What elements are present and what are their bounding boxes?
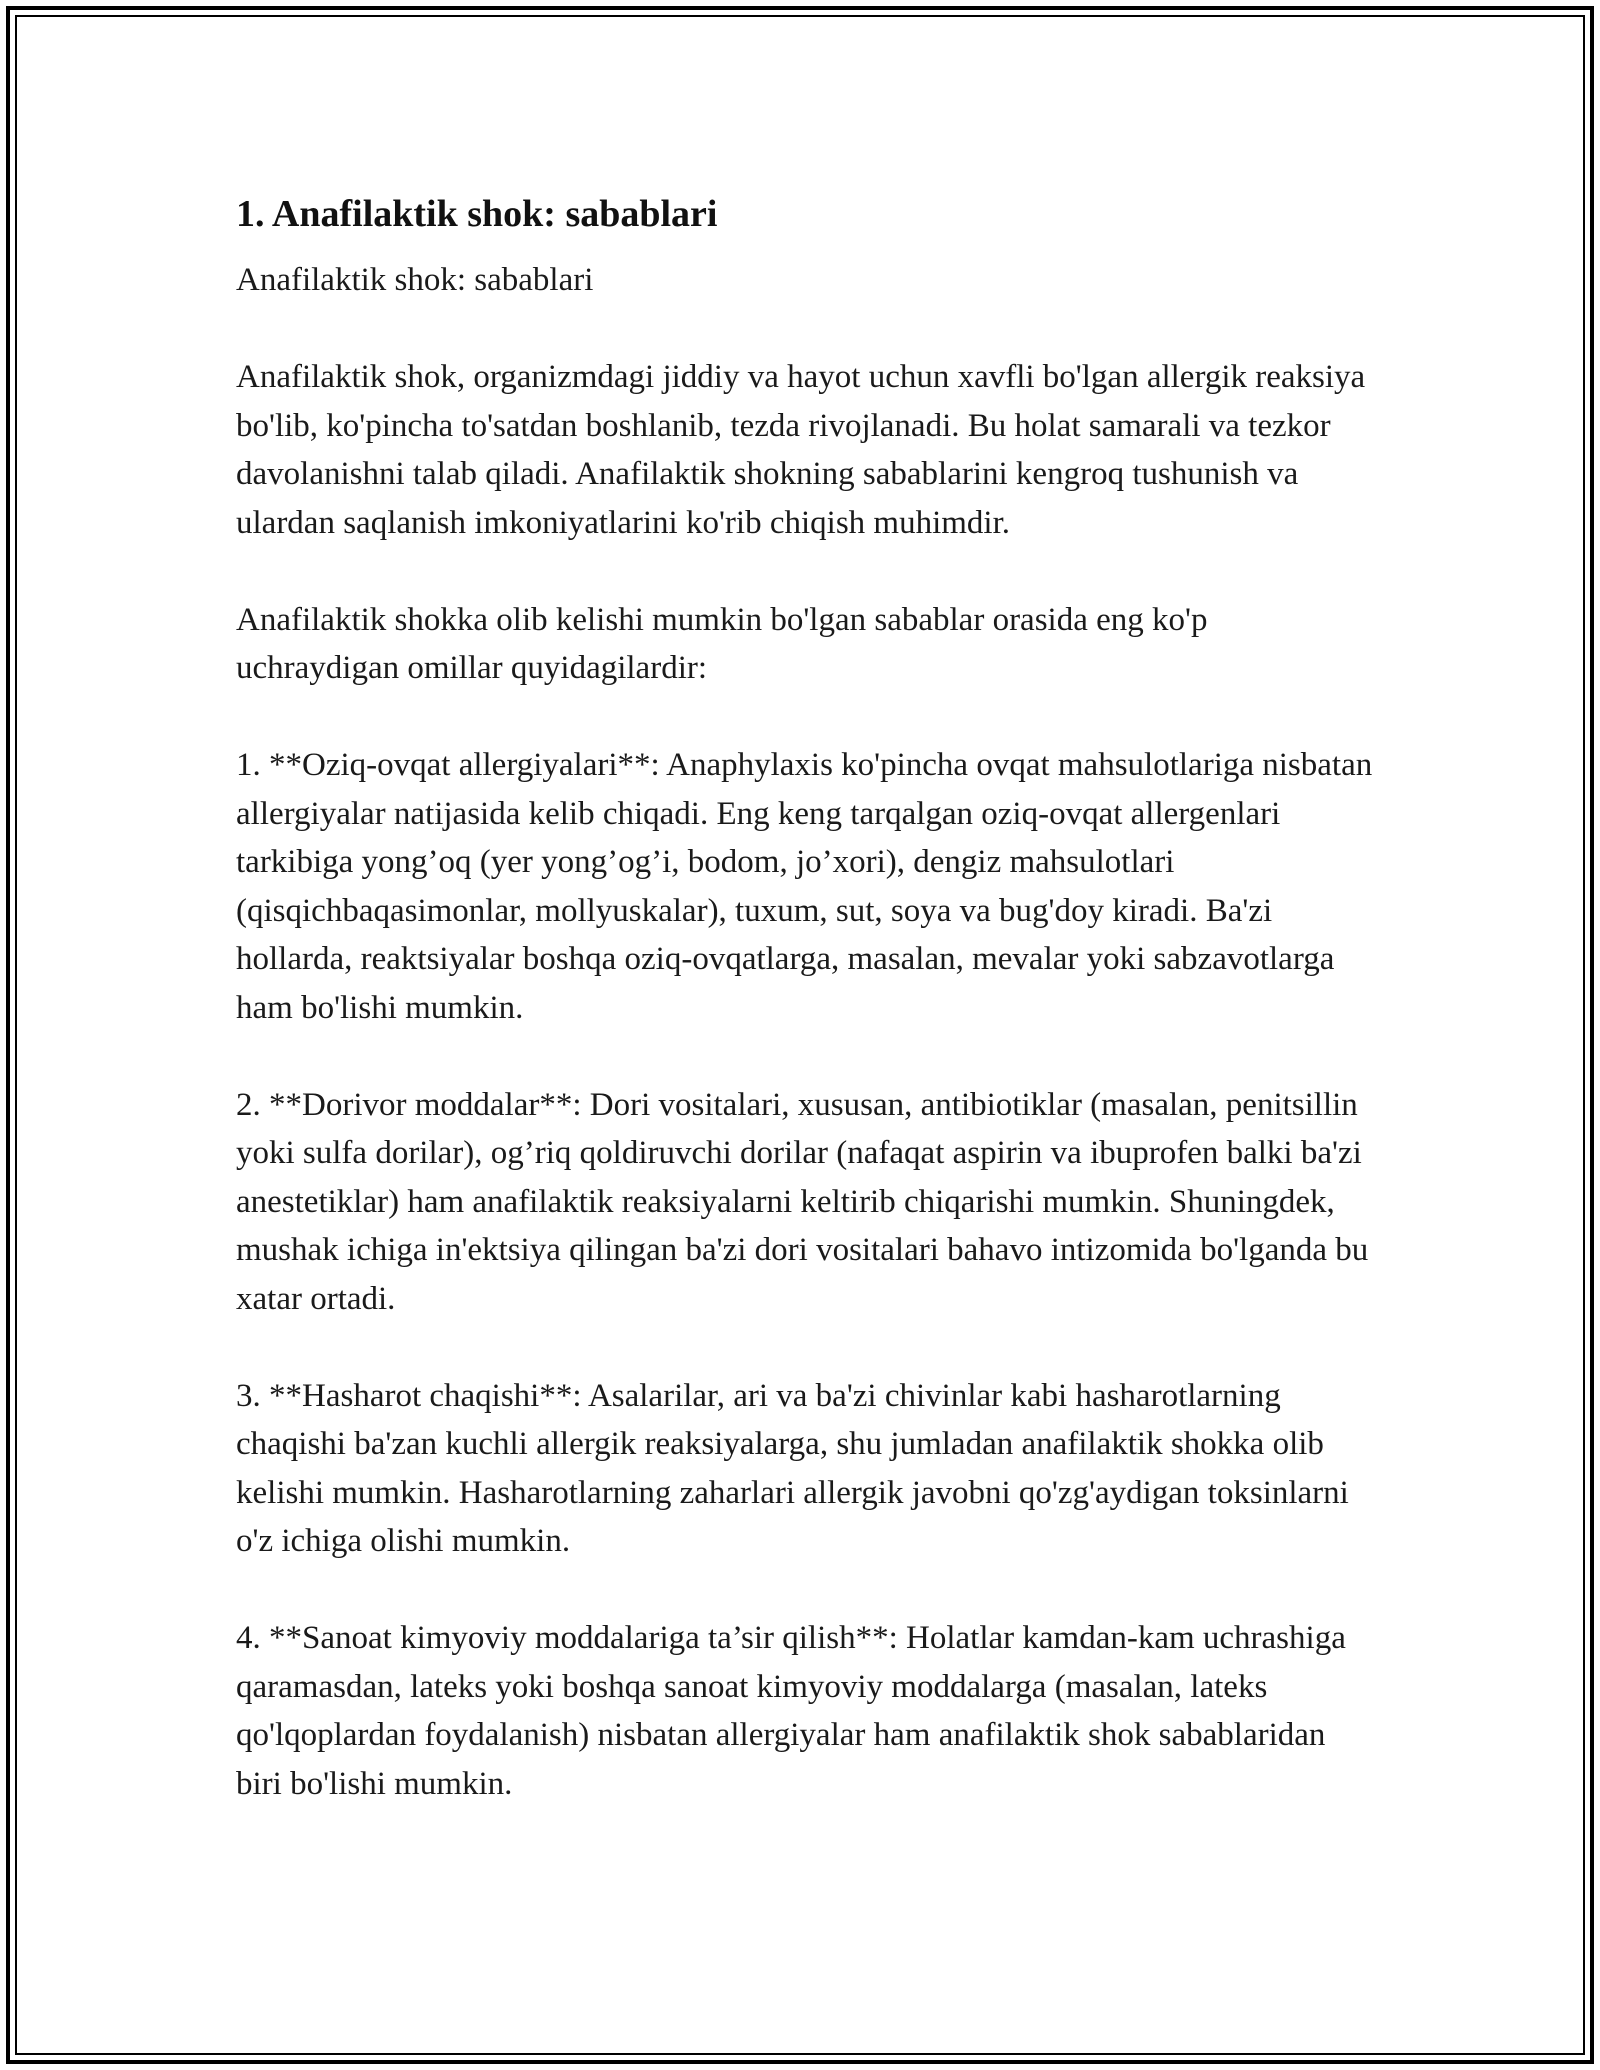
- paragraph-lead: Anafilaktik shokka olib kelishi mumkin bo'lgan sabablar orasida eng ko'p uchraydigan omillar quyidagilardir:: [236, 601, 1208, 686]
- list-item-food-allergies: 1. **Oziq-ovqat allergiyalari**: Anaphylaxis ko'pincha ovqat mahsulotlariga nisbatan allergiyalar natijasida kelib chiqadi. Eng keng tarqalgan oziq-ovqat allergenlari tarkibiga yong’oq (yer yong’og’i, bodom, jo’xori), dengiz mahsulotlari (qisqichbaqasimonlar, mollyuskalar), tuxum, sut, soya va bug'doy kiradi. Ba'zi hollarda, reaktsiyalar boshqa oziq-ovqatlarga, masalan, mevalar yoki sabzavotlarga ham bo'lishi mumkin.: [236, 747, 1373, 1026]
- document-body: [236, 186, 1376, 1857]
- paragraph-intro: Anafilaktik shok, organizmdagi jiddiy va hayot uchun xavfli bo'lgan allergik reaksiya bo'lib, ko'pincha to'satdan boshlanib, tezda rivojlanadi. Bu holat samarali va tezkor davolanishni talab qiladi. Anafilaktik shokning sabablarini kengroq tushunish va ulardan saqlanish imkoniyatlarini ko'rib chiqish muhimdir.: [236, 359, 1366, 541]
- paragraph-subtitle: Anafilaktik shok: sabablari: [236, 262, 594, 298]
- list-item-insect-stings: 3. **Hasharot chaqishi**: Asalarilar, ari va ba'zi chivinlar kabi hasharotlarning chaqishi ba'zan kuchli allergik reaksiyalarga, shu jumladan anafilaktik shokka olib kelishi mumkin. Hasharotlarning zaharlari allergik javobni qo'zg'aydigan toksinlarni o'z ichiga olishi mumkin.: [236, 1377, 1349, 1559]
- section-heading: 1. Anafilaktik shok: sabablari: [236, 193, 718, 235]
- list-item-industrial-chemicals: 4. **Sanoat kimyoviy moddalariga ta’sir qilish**: Holatlar kamdan-kam uchrashiga qaramasdan, lateks yoki boshqa sanoat kimyoviy moddalarga (masalan, lateks qo'lqoplardan foydalanish) nisbatan allergiyalar ham anafilaktik shok sabablaridan biri bo'lishi mumkin.: [236, 1620, 1346, 1802]
- list-item-medications: 2. **Dorivor moddalar**: Dori vositalari, xususan, antibiotiklar (masalan, penitsillin yoki sulfa dorilar), og’riq qoldiruvchi dorilar (nafaqat aspirin va ibuprofen balki ba'zi anestetiklar) ham anafilaktik reaksiyalarni keltirib chiqarishi mumkin. Shuningdek, mushak ichiga in'ektsiya qilingan ba'zi dori vositalari bahavo intizomida bo'lganda bu xatar ortadi.: [236, 1086, 1369, 1317]
